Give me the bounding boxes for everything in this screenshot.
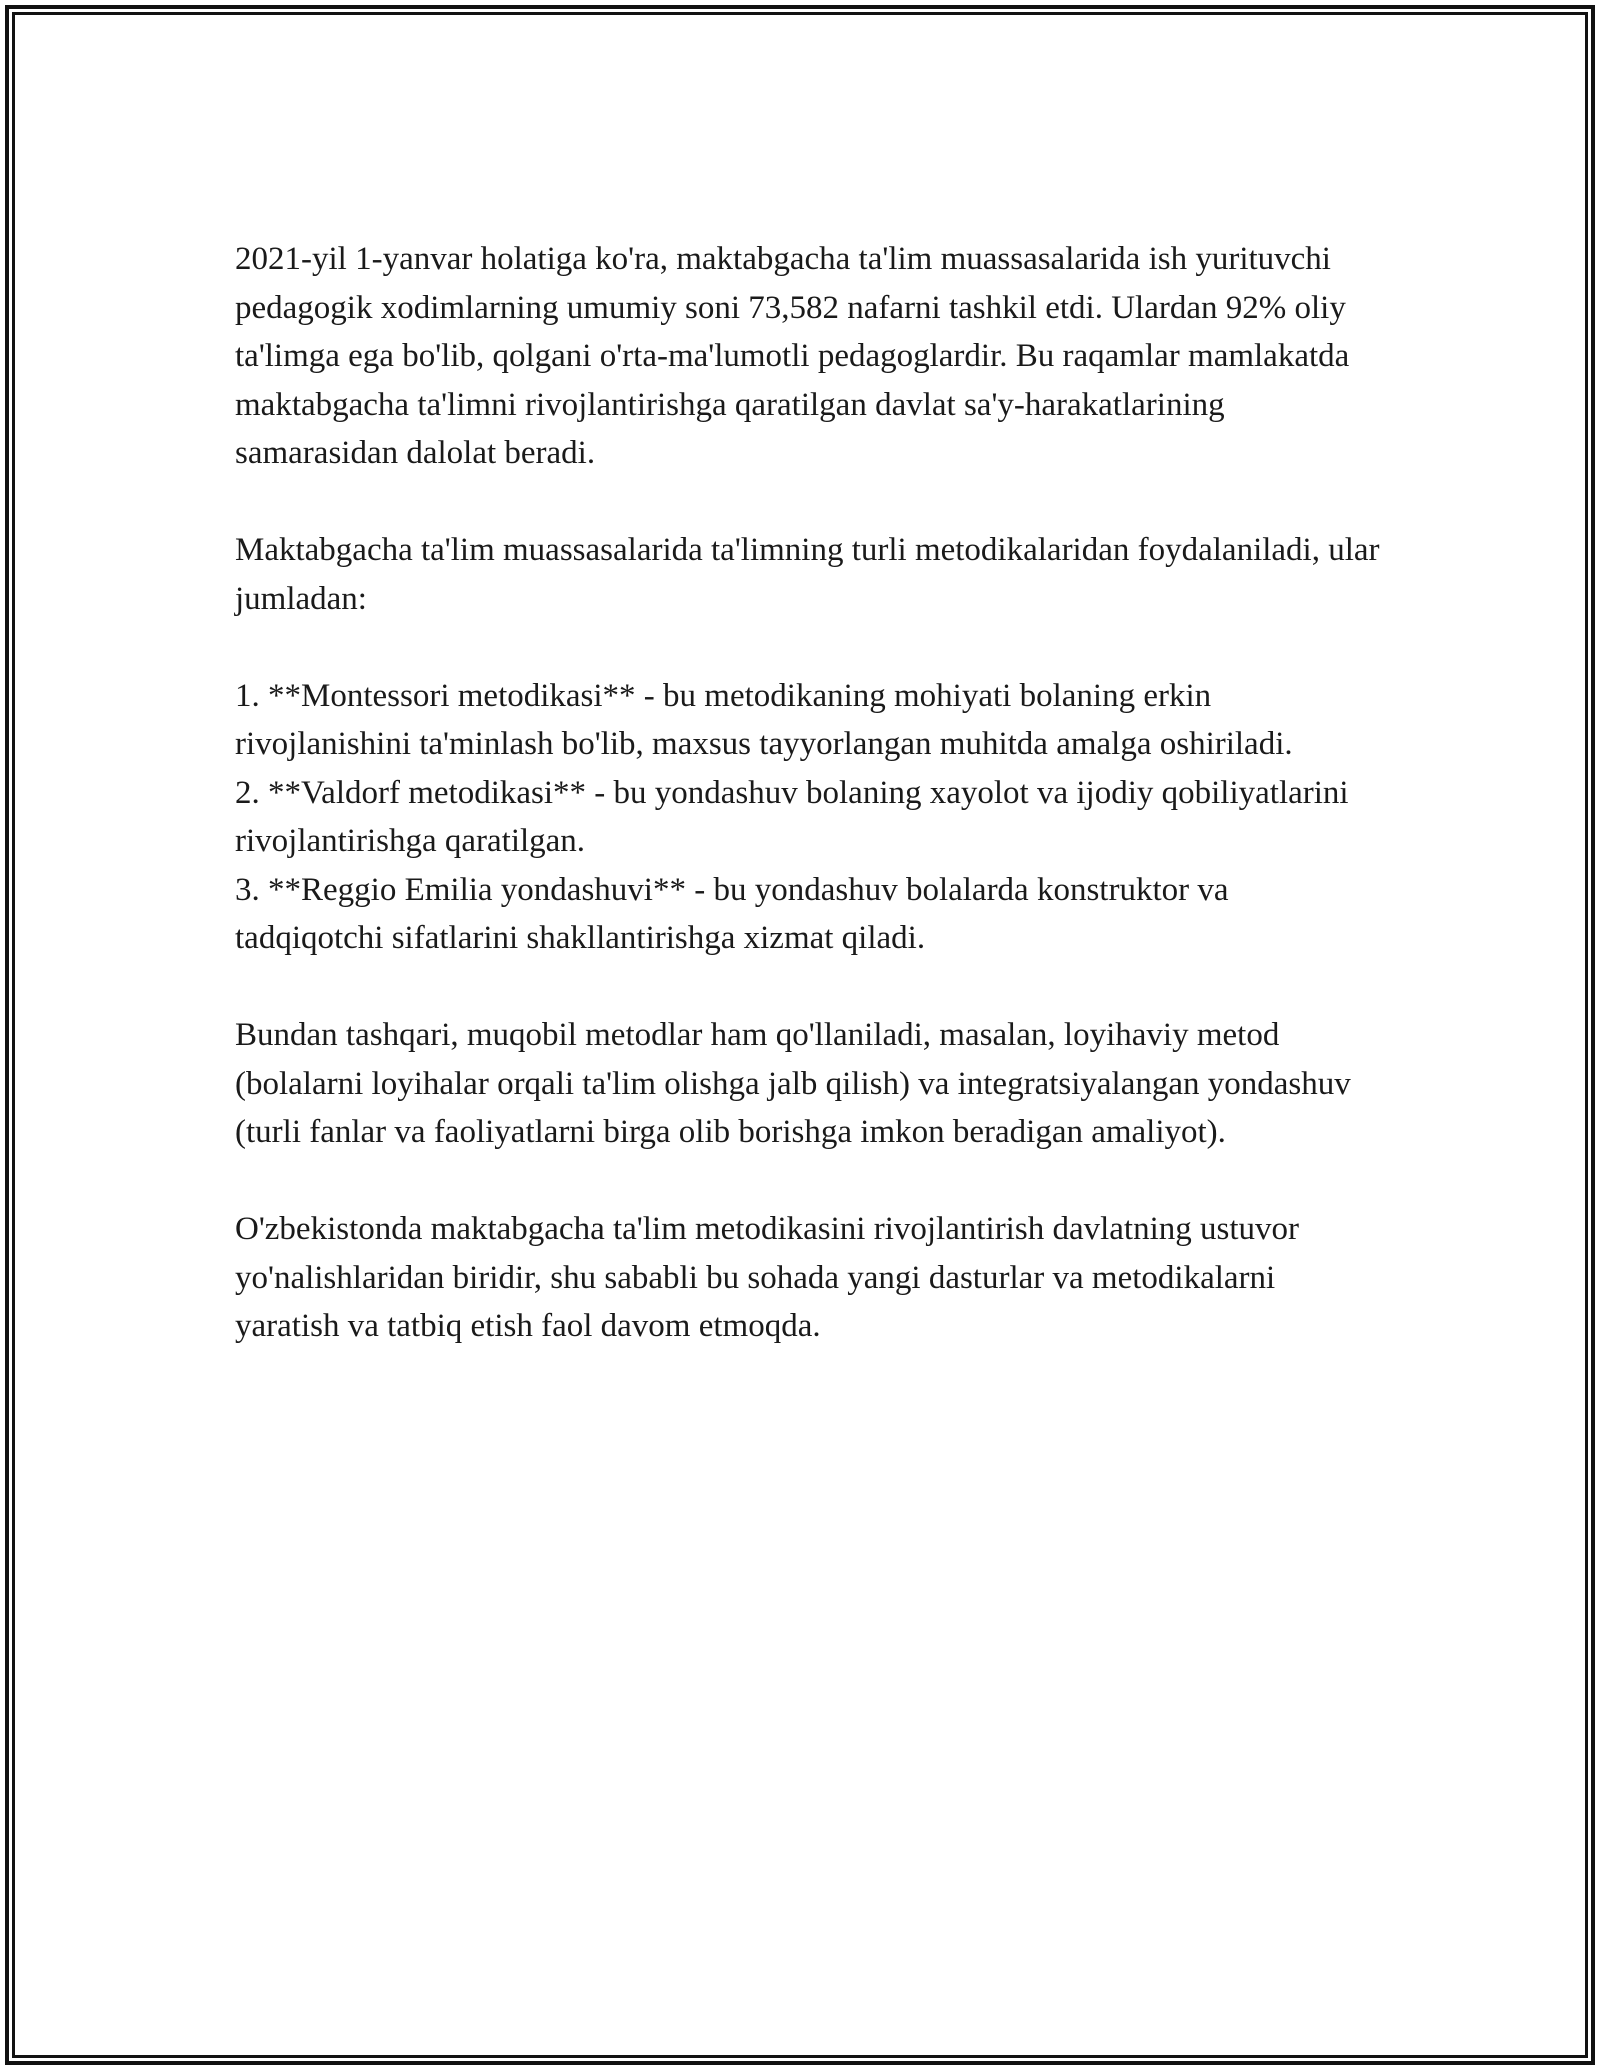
paragraph-statistics: 2021-yil 1-yanvar holatiga ko'ra, maktabgacha ta'lim muassasalarida ish yurituvchi pedagogik xodimlarning umumiy soni 73,582 nafarni tashkil etdi. Ulardan 92% oliy ta'limga ega bo'lib, qolgani o'rta-ma'lumotli pedagoglardir. Bu raqamlar mamlakatda maktabgacha ta'limni rivojlantirishga qaratilgan davlat sa'y-harakatlarining samarasidan dalolat beradi. <box>235 241 1350 471</box>
list-item-valdorf: 2. **Valdorf metodikasi** - bu yondashuv bolaning xayolot va ijodiy qobiliyatlarini rivojlantirishga qaratilgan. <box>235 774 1349 859</box>
document-body <box>235 235 1385 1399</box>
list-item-montessori: 1. **Montessori metodikasi** - bu metodikaning mohiyati bolaning erkin rivojlanishini ta'minlash bo'lib, maxsus tayyorlangan muhitda amalga oshiriladi. <box>235 677 1293 762</box>
methods-list <box>235 672 1385 963</box>
paragraph-conclusion: O'zbekistonda maktabgacha ta'lim metodikasini rivojlantirish davlatning ustuvor yo'nalishlaridan biridir, shu sababli bu sohada yangi dasturlar va metodikalarni yaratish va tatbiq etish faol davom etmoqda. <box>235 1211 1299 1344</box>
list-item-reggio-emilia: 3. **Reggio Emilia yondashuvi** - bu yondashuv bolalarda konstruktor va tadqiqotchi sifatlarini shakllantirishga xizmat qiladi. <box>235 871 1229 956</box>
paragraph-alternative-methods: Bundan tashqari, muqobil metodlar ham qo'llaniladi, masalan, loyihaviy metod (bolalarni loyihalar orqali ta'lim olishga jalb qilish) va integratsiyalangan yondashuv (turli fanlar va faoliyatlarni birga olib borishga imkon beradigan amaliyot). <box>235 1017 1351 1150</box>
paragraph-methods-intro: Maktabgacha ta'lim muassasalarida ta'limning turli metodikalaridan foydalaniladi, ular jumladan: <box>235 532 1380 617</box>
